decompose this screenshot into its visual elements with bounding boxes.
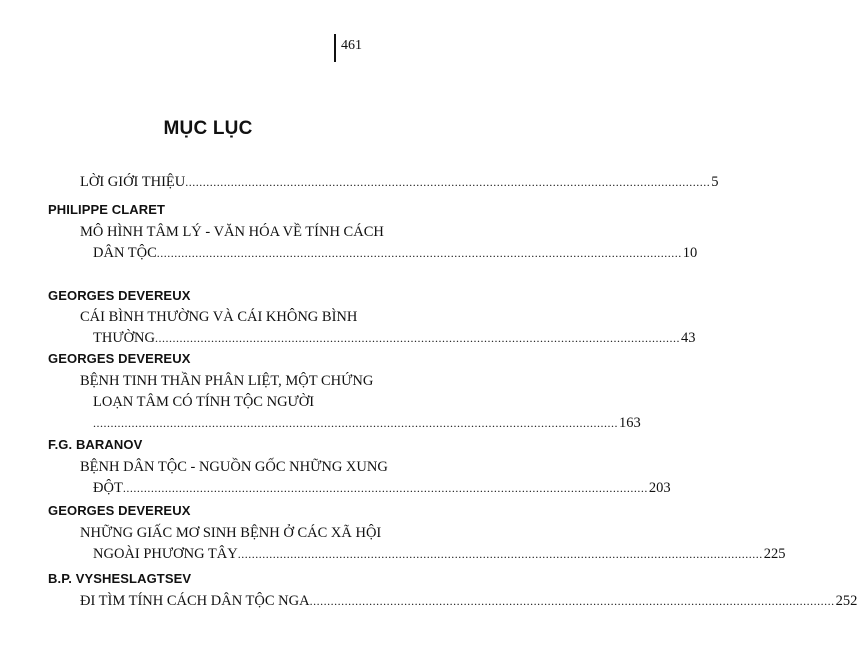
toc-entry-page: 5 <box>711 174 719 190</box>
toc-author: PHILIPPE CLARET <box>48 202 166 217</box>
toc-author: GEORGES DEVEREUX <box>48 288 191 303</box>
dot-leader: ...................................................................................................................................................... <box>156 246 682 260</box>
dot-leader: ...................................................................................................................................................... <box>237 547 763 561</box>
toc-entry[interactable] <box>80 523 786 565</box>
toc-title: MỤC LỤC <box>163 118 253 139</box>
toc-entry-introduction[interactable] <box>80 172 719 193</box>
toc-entry[interactable] <box>80 591 857 612</box>
toc-entry-title-cont: NGOÀI PHƯƠNG TÂY <box>93 546 238 562</box>
toc-entry-line <box>80 457 388 478</box>
toc-entry-line <box>80 544 786 565</box>
toc-author: B.P. VYSHESLAGTSEV <box>48 571 192 586</box>
toc-entry-title: LỜI GIỚI THIỆU <box>80 174 186 190</box>
toc-entry[interactable] <box>80 307 696 349</box>
toc-entry-title-cont: THƯỜNG <box>93 330 155 346</box>
toc-entry-title: NHỮNG GIẤC MƠ SINH BỆNH Ở CÁC XÃ HỘI <box>80 525 382 541</box>
toc-entry-line <box>80 478 671 499</box>
toc-entry-page: 43 <box>681 330 696 346</box>
toc-entry-line <box>80 243 698 264</box>
toc-entry-title: CÁI BÌNH THƯỜNG VÀ CÁI KHÔNG BÌNH <box>80 309 358 325</box>
page-number-rule <box>334 34 336 62</box>
page-number: 461 <box>341 38 362 53</box>
dot-leader: ...................................................................................................................................................... <box>309 594 835 608</box>
toc-entry-line <box>80 591 857 612</box>
toc-entry-line <box>80 172 719 193</box>
toc-entry-line <box>80 413 641 434</box>
toc-entry-title-cont: DÂN TỘC <box>93 245 157 261</box>
toc-entry-title: BỆNH TINH THẦN PHÂN LIỆT, MỘT CHỨNG <box>80 373 374 389</box>
toc-entry-page: 10 <box>682 245 698 261</box>
toc-author: F.G. BARANOV <box>48 437 143 452</box>
toc-entry-page: 203 <box>648 480 671 496</box>
toc-entry-line <box>80 222 384 243</box>
toc-author: GEORGES DEVEREUX <box>48 503 191 518</box>
toc-entry-line <box>80 371 374 392</box>
dot-leader: ...................................................................................................................................................... <box>155 331 680 345</box>
dot-leader: ...................................................................................................................................................... <box>122 481 648 495</box>
toc-author: GEORGES DEVEREUX <box>48 351 191 366</box>
dot-leader: ...................................................................................................................................................... <box>185 175 711 189</box>
toc-entry-title-cont: LOẠN TÂM CÓ TÍNH TỘC NGƯỜI <box>93 394 315 410</box>
toc-entry-page: 252 <box>835 593 857 609</box>
toc-entry-page: 225 <box>763 546 786 562</box>
dot-leader: ...................................................................................................................................................... <box>93 416 618 430</box>
toc-entry[interactable] <box>80 222 698 264</box>
toc-entry[interactable] <box>80 371 641 434</box>
toc-entry-title-cont: ĐỘT <box>93 480 123 496</box>
toc-entry-title: MÔ HÌNH TÂM LÝ - VĂN HÓA VỀ TÍNH CÁCH <box>80 224 384 240</box>
toc-entry-page: 163 <box>619 415 641 431</box>
toc-entry-title: BỆNH DÂN TỘC - NGUỒN GỐC NHỮNG XUNG <box>80 459 388 475</box>
toc-entry-line <box>80 523 382 544</box>
toc-entry[interactable] <box>80 457 671 499</box>
toc-entry-line <box>80 392 365 413</box>
toc-entry-line <box>80 307 365 328</box>
toc-entry-line <box>80 328 696 349</box>
toc-entry-title: ĐI TÌM TÍNH CÁCH DÂN TỘC NGA <box>80 593 310 609</box>
